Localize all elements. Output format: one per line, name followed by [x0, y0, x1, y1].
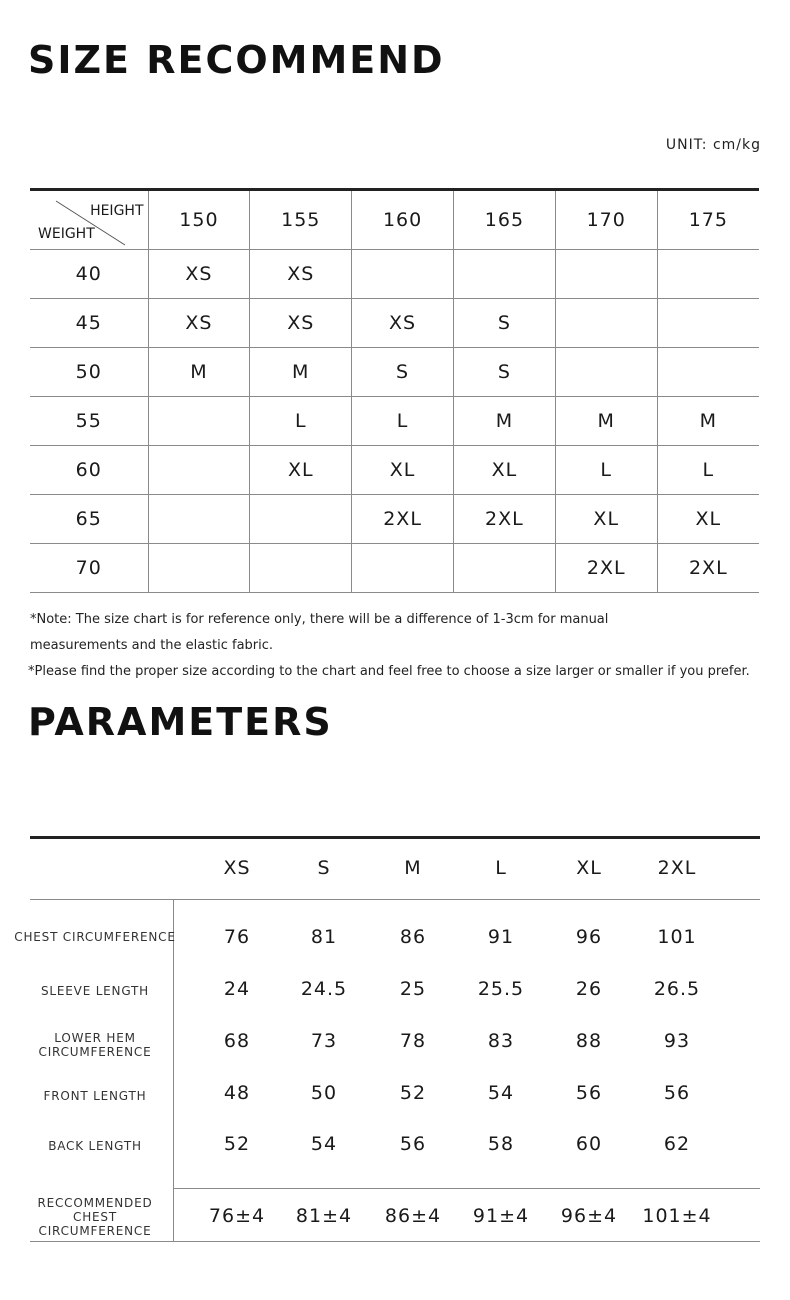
- size-cell: M: [555, 397, 657, 446]
- size-cell: 2XL: [555, 544, 657, 593]
- size-table-row: [30, 299, 759, 348]
- size-cell: [352, 250, 454, 299]
- size-cell: L: [352, 397, 454, 446]
- param-row-label: LOWER HEM CIRCUMFERENCE: [38, 1031, 152, 1059]
- size-cell: [657, 250, 759, 299]
- param-value: 52: [223, 1133, 251, 1155]
- size-recommend-title: SIZE RECOMMEND: [28, 38, 445, 82]
- param-value: 56: [575, 1082, 603, 1104]
- param-value: 96: [575, 926, 603, 948]
- size-cell: XS: [352, 299, 454, 348]
- height-header: 170: [555, 190, 657, 250]
- size-cell: XS: [250, 299, 352, 348]
- param-row-label: CHEST CIRCUMFERENCE: [14, 930, 176, 944]
- weight-cell: 50: [30, 348, 148, 397]
- size-cell: XL: [555, 495, 657, 544]
- size-cell: M: [148, 348, 250, 397]
- param-value: 76±4: [208, 1205, 266, 1227]
- size-cell: XL: [352, 446, 454, 495]
- height-header: 155: [250, 190, 352, 250]
- param-value: 62: [663, 1133, 691, 1155]
- parameters-title: PARAMETERS: [28, 700, 333, 744]
- param-value: 86±4: [384, 1205, 442, 1227]
- recommended-row-divider: [173, 1188, 760, 1189]
- param-value: 56: [663, 1082, 691, 1104]
- size-cell: XS: [148, 299, 250, 348]
- size-cell: [555, 299, 657, 348]
- weight-cell: 40: [30, 250, 148, 299]
- param-value: 78: [399, 1030, 427, 1052]
- param-value: 101: [657, 926, 697, 948]
- label-column-divider: [173, 900, 174, 1242]
- size-cell: S: [453, 299, 555, 348]
- param-value: 54: [487, 1082, 515, 1104]
- table-bottom-rule: [30, 1241, 760, 1242]
- size-cell: [555, 348, 657, 397]
- size-cell: [148, 544, 250, 593]
- size-table-row: [30, 397, 759, 446]
- param-value: 76: [223, 926, 251, 948]
- size-column-header: L: [495, 857, 507, 879]
- size-column-header: XS: [223, 857, 251, 879]
- size-table-row: [30, 250, 759, 299]
- param-value: 26.5: [653, 978, 701, 1000]
- size-column-header: S: [317, 857, 331, 879]
- height-label: HEIGHT: [90, 203, 144, 219]
- weight-label: WEIGHT: [38, 226, 95, 242]
- param-value: 83: [487, 1030, 515, 1052]
- param-value: 56: [399, 1133, 427, 1155]
- size-table-header-row: [30, 190, 759, 250]
- param-value: 91±4: [472, 1205, 530, 1227]
- param-row-label: FRONT LENGTH: [43, 1089, 147, 1103]
- param-value: 24.5: [300, 978, 348, 1000]
- size-tip-line: *Please find the proper size according to the chart and feel free to choose a size larger or smaller if you prefer.: [28, 664, 750, 679]
- size-cell: XL: [657, 495, 759, 544]
- param-value: 25.5: [477, 978, 525, 1000]
- param-row-label: SLEEVE LENGTH: [41, 984, 149, 998]
- param-value: 93: [663, 1030, 691, 1052]
- size-cell: [555, 250, 657, 299]
- size-table-row: [30, 348, 759, 397]
- param-value: 26: [575, 978, 603, 1000]
- weight-cell: 65: [30, 495, 148, 544]
- size-cell: [657, 299, 759, 348]
- param-value: 58: [487, 1133, 515, 1155]
- size-table-row: [30, 446, 759, 495]
- weight-cell: 70: [30, 544, 148, 593]
- size-cell: M: [657, 397, 759, 446]
- param-value: 60: [575, 1133, 603, 1155]
- size-cell: [148, 495, 250, 544]
- size-cell: [148, 446, 250, 495]
- unit-label: UNIT: cm/kg: [665, 137, 761, 153]
- size-cell: S: [453, 348, 555, 397]
- size-cell: 2XL: [352, 495, 454, 544]
- param-value: 48: [223, 1082, 251, 1104]
- param-value: 24: [223, 978, 251, 1000]
- header-divider: [30, 899, 760, 900]
- param-value: 52: [399, 1082, 427, 1104]
- height-weight-corner: [30, 190, 148, 250]
- size-cell: XL: [453, 446, 555, 495]
- param-value: 91: [487, 926, 515, 948]
- param-value: 25: [399, 978, 427, 1000]
- size-cell: 2XL: [453, 495, 555, 544]
- height-header: 160: [352, 190, 454, 250]
- size-table-row: [30, 544, 759, 593]
- size-cell: XL: [250, 446, 352, 495]
- size-cell: S: [352, 348, 454, 397]
- size-column-header: 2XL: [657, 857, 697, 879]
- height-header: 165: [453, 190, 555, 250]
- size-cell: L: [250, 397, 352, 446]
- size-note-line: *Note: The size chart is for reference only, there will be a difference of 1-3cm for manual: [30, 612, 609, 627]
- size-cell: 2XL: [657, 544, 759, 593]
- size-cell: [453, 250, 555, 299]
- param-value: 86: [399, 926, 427, 948]
- size-cell: XS: [250, 250, 352, 299]
- size-cell: [250, 544, 352, 593]
- size-column-header: XL: [576, 857, 602, 879]
- size-cell: M: [453, 397, 555, 446]
- param-value: 50: [310, 1082, 338, 1104]
- size-cell: L: [657, 446, 759, 495]
- size-cell: XS: [148, 250, 250, 299]
- size-note-line: measurements and the elastic fabric.: [30, 638, 274, 653]
- size-cell: [352, 544, 454, 593]
- table-top-rule: [30, 836, 760, 839]
- param-value: 54: [310, 1133, 338, 1155]
- param-row-label: BACK LENGTH: [48, 1139, 142, 1153]
- weight-cell: 55: [30, 397, 148, 446]
- param-value: 101±4: [642, 1205, 712, 1227]
- param-value: 88: [575, 1030, 603, 1052]
- height-header: 175: [657, 190, 759, 250]
- param-value: 68: [223, 1030, 251, 1052]
- size-column-header: M: [404, 857, 422, 879]
- size-cell: L: [555, 446, 657, 495]
- height-header: 150: [148, 190, 250, 250]
- param-value: 73: [310, 1030, 338, 1052]
- size-table-row: [30, 495, 759, 544]
- weight-cell: 60: [30, 446, 148, 495]
- param-value: 96±4: [560, 1205, 618, 1227]
- size-cell: [148, 397, 250, 446]
- size-cell: M: [250, 348, 352, 397]
- weight-cell: 45: [30, 299, 148, 348]
- size-recommend-table: [30, 188, 759, 593]
- size-cell: [657, 348, 759, 397]
- param-row-label: RECCOMMENDED CHEST CIRCUMFERENCE: [37, 1196, 153, 1238]
- size-cell: [453, 544, 555, 593]
- param-value: 81: [310, 926, 338, 948]
- size-cell: [250, 495, 352, 544]
- param-value: 81±4: [295, 1205, 353, 1227]
